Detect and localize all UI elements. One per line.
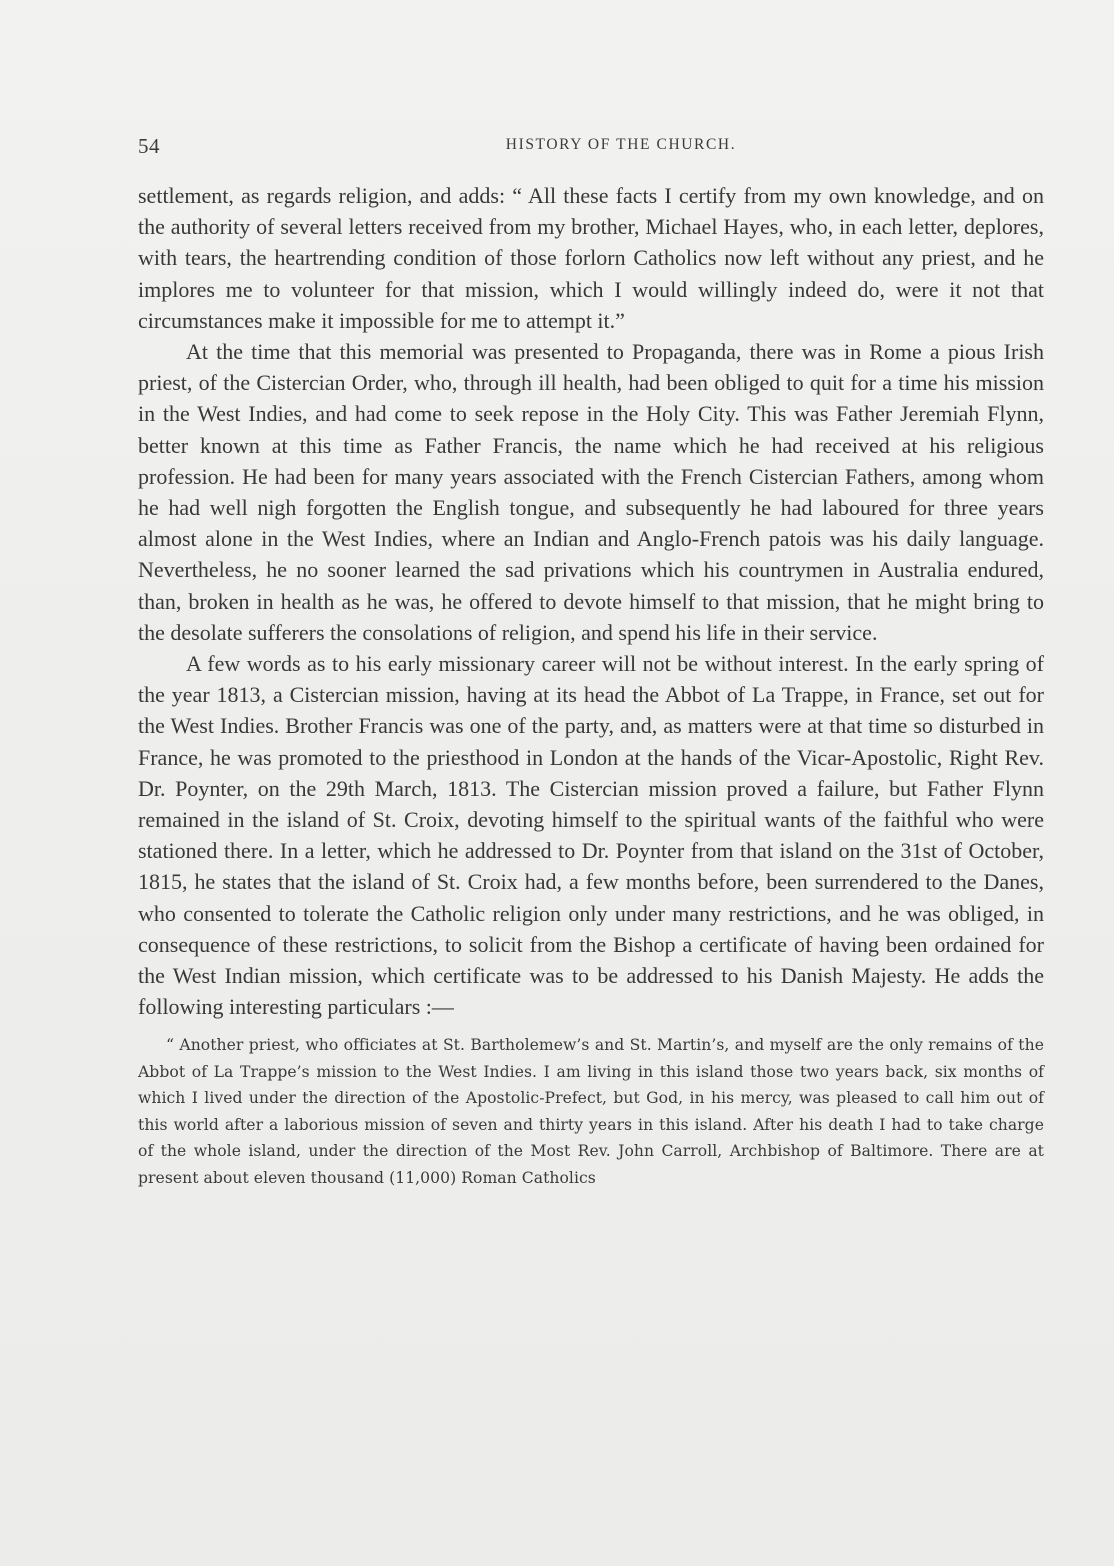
- body-text: [138, 180, 1044, 1191]
- page-header: [138, 134, 1044, 162]
- running-title: HISTORY OF THE CHURCH.: [505, 136, 737, 153]
- paragraph-father-flynn: At the time that this memorial was presented to Propaganda, there was in Rome a pious Irish priest, of the Cistercian Order, who, through ill health, had been obliged to quit for a time his mission in the West Indies, and had come to seek repose in the Holy City. This was Father Jeremiah Flynn, better known at this time as Father Francis, the name which he had received at his religious profession. He had been for many years associated with the French Cistercian Fathers, among whom he had well nigh forgotten the English tongue, and subsequently he had laboured for three years almost alone in the West Indies, where an Indian and Anglo-French patois was his daily language. Nevertheless, he no sooner learned the sad privations which his countrymen in Australia endured, than, broken in health as he was, he offered to devote himself to that mission, that he might bring to the desolate sufferers the consolations of religion, and spend his life in their service.: [138, 339, 1044, 645]
- paragraph-missionary-career: A few words as to his early missionary career will not be without interest. In the early spring of the year 1813, a Cistercian mission, having at its head the Abbot of La Trappe, in France, set out for the West Indies. Brother Francis was one of the party, and, as matters were at that time so disturbed in France, he was promoted to the priesthood in London at the hands of the Vicar-Apostolic, Right Rev. Dr. Poynter, on the 29th March, 1813. The Cistercian mission proved a failure, but Father Flynn remained in the island of St. Croix, devoting himself to the spiritual wants of the faithful who were stationed there. In a letter, which he addressed to Dr. Poynter from that island on the 31st of October, 1815, he states that the island of St. Croix had, a few months before, been surrendered to the Danes, who consented to tolerate the Catholic religion only under many restrictions, and he was obliged, in consequence of these restrictions, to solicit from the Bishop a certificate of having been ordained for the West Indian mission, which certificate was to be addressed to his Danish Majesty. He adds the following interesting particulars :—: [138, 651, 1044, 1020]
- paragraph-continuation: settlement, as regards religion, and adds: “ All these facts I certify from my own knowledge, and on the authority of several letters received from my brother, Michael Hayes, who, in each letter, deplores, with tears, the heartrending condition of those forlorn Catholics now left without any priest, and he implores me to volunteer for that mission, which I would willingly indeed do, were it not that circumstances make it impossible for me to attempt it.”: [138, 183, 1044, 333]
- block-quote: “ Another priest, who officiates at St. Bartholemew’s and St. Martin’s, and myself are the only remains of the Abbot of La Trappe’s mission to the West Indies. I am living in this island those two years back, six months of which I lived under the direction of the Apostolic-Prefect, but God, in his mercy, was pleased to call him out of this world after a laborious mission of seven and thirty years in this island. After his death I had to take charge of the whole island, under the direction of the Most Rev. John Carroll, Archbishop of Baltimore. There are at present about eleven thousand (11,000) Roman Catholics: [138, 1036, 1044, 1187]
- page-number: 54: [138, 134, 160, 158]
